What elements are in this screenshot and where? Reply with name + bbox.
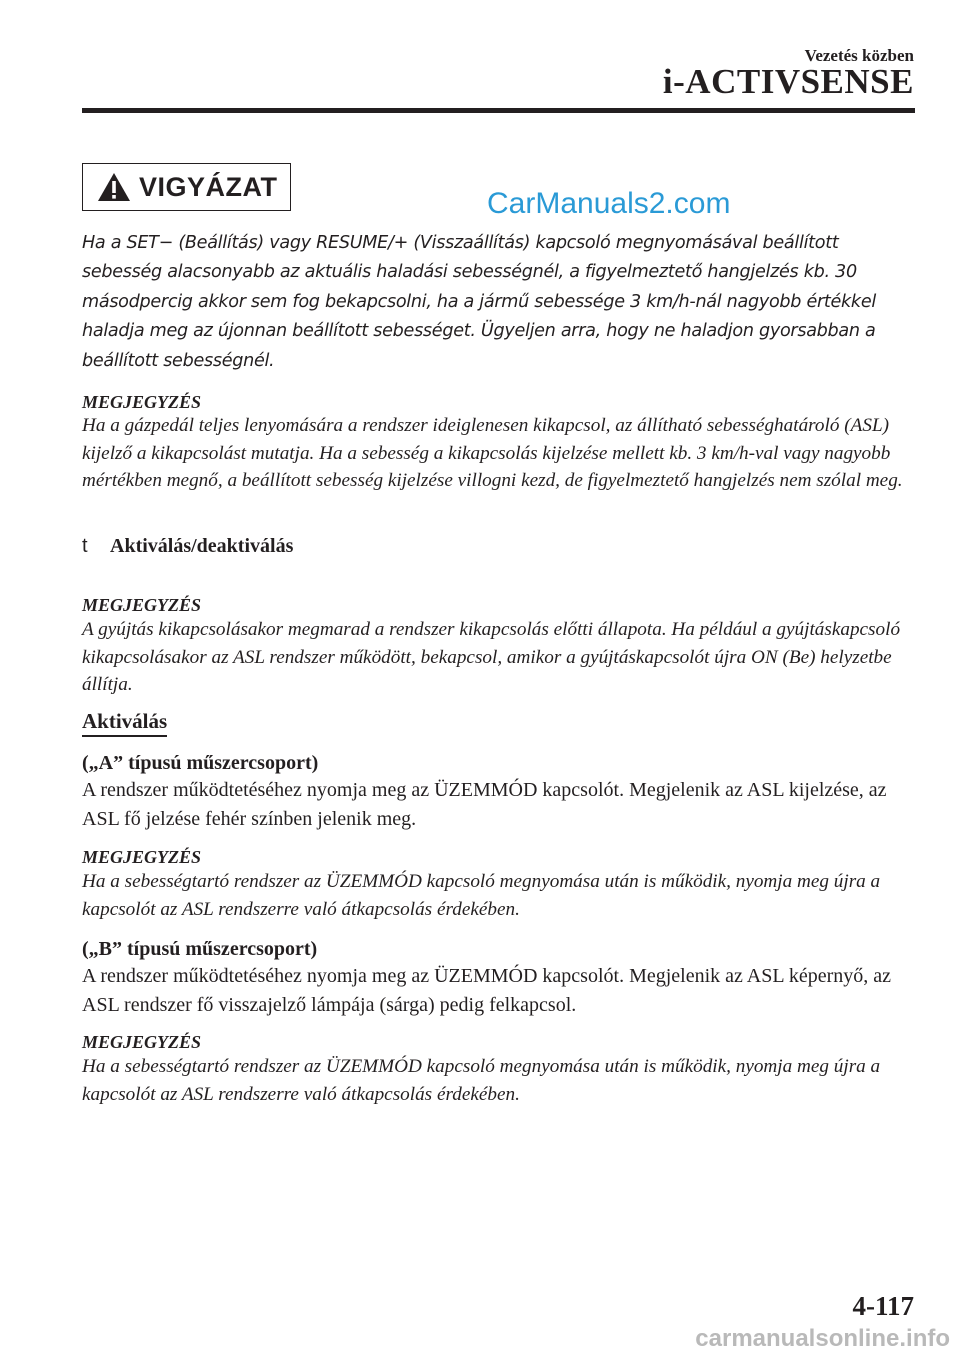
note-title: MEGJEGYZÉS	[82, 847, 202, 867]
body-text-a: A rendszer működtetéséhez nyomja meg az ÜZEMMÓD kapcsolót. Megjelenik az ASL kijelzése, az ASL fő jelzése fehér színben jelenik meg.	[82, 779, 887, 830]
bullet-icon: t	[82, 535, 88, 557]
section-bullet-heading	[82, 535, 293, 558]
warning-triangle-icon	[97, 172, 131, 202]
watermark: CarManuals2.com	[487, 187, 731, 220]
header-divider	[82, 108, 915, 113]
footer-watermark: carmanualsonline.info	[695, 1325, 950, 1352]
subsection-heading-b: („B” típusú műszercsoport)	[82, 938, 318, 960]
note-text: Ha a sebességtartó rendszer az ÜZEMMÓD kapcsoló megnyomása után is működik, nyomja meg újra a kapcsolót az ASL rendszerre való átkapcsolás érdekében.	[82, 871, 881, 920]
warning-text: Ha a SET− (Beállítás) vagy RESUME/+ (Visszaállítás) kapcsoló megnyomásával beállított sebesség alacsonyabb az aktuális haladási sebességnél, a figyelmeztető hangjelzés kb. 30 másodpercig akkor sem fog bekapcsolni, ha a jármű sebessége 3 km/h-nál nagyobb értékkel haladja meg az újonnan beállított sebességet. Ügyeljen arra, hogy ne haladjon gyorsabban a beállított sebességnél.	[82, 233, 876, 371]
page-number: 4-117	[852, 1291, 914, 1321]
note-title: MEGJEGYZÉS	[82, 1032, 202, 1052]
note-text: Ha a gázpedál teljes lenyomására a rendszer ideiglenesen kikapcsol, az állítható sebességhatároló (ASL) kijelző a kikapcsolást mutatja. Ha a sebesség a kikapcsolás kijelzése mellett kb. 3 km/h-val vagy nagyobb mértékben megnő, a beállított sebesség kijelzése villogni kezd, de figyelmeztető hangjelzés nem szólal meg.	[82, 415, 903, 492]
note-title: MEGJEGYZÉS	[82, 392, 202, 412]
bullet-heading-text: Aktiválás/deaktiválás	[110, 535, 294, 557]
body-text-b: A rendszer működtetéséhez nyomja meg az ÜZEMMÓD kapcsolót. Megjelenik az ASL képernyő, az ASL rendszer fő visszajelző lámpája (sárga) pedig felkapcsol.	[82, 965, 892, 1016]
section-heading: Aktiválás	[82, 709, 167, 737]
note-text: Ha a sebességtartó rendszer az ÜZEMMÓD kapcsoló megnyomása után is működik, nyomja meg újra a kapcsolót az ASL rendszerre való átkapcsolás érdekében.	[82, 1056, 881, 1105]
header-section-label: Vezetés közben	[804, 46, 914, 65]
warning-label: VIGYÁZAT	[139, 171, 278, 202]
subsection-heading-a: („A” típusú műszercsoport)	[82, 752, 319, 774]
note-title: MEGJEGYZÉS	[82, 595, 202, 615]
header-title: i-ACTIVSENSE	[662, 62, 914, 101]
note-text: A gyújtás kikapcsolásakor megmarad a rendszer kikapcsolás előtti állapota. Ha például a gyújtáskapcsoló kikapcsolásakor az ASL rendszer működött, bekapcsol, amikor a gyújtáskapcsolót újra ON (Be) helyzetbe állítja.	[82, 619, 901, 696]
warning-box	[82, 163, 291, 211]
